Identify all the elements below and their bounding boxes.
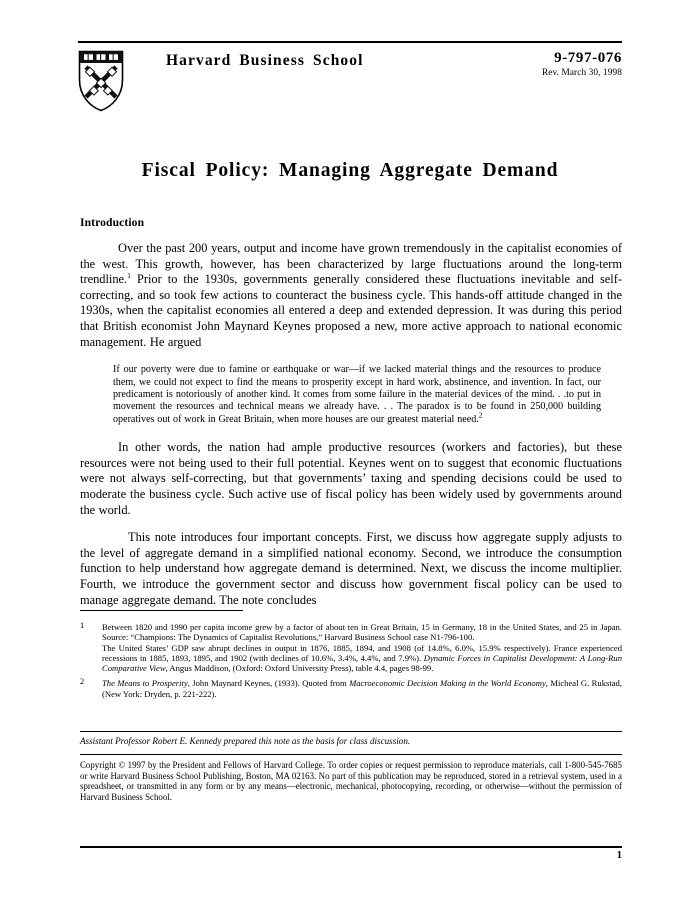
copyright-notice: Copyright © 1997 by the President and Fellows of Harvard College. To order copies or request permission to reproduce materials, call 1-800-545-7685 or write Harvard Business School Publishing, Boston, MA 02163. No part of this publication may be reproduced, stored in a retrieval system, used in a spreadsheet, or transmitted in any form or by any means—electronic, mechanical, photocopying, recording, or otherwise—without the permission of Harvard Business School. xyxy=(80,760,622,802)
footnote-2 xyxy=(80,678,622,699)
blockquote-text: If our poverty were due to famine or earthquake or war—if we lacked material things and the resources to produce them, we could not expect to find the means to prosperity except in hard work, abstinence, and invention. In fact, our predicament is notoriously of another kind. It comes from some failure in the material devices of the mind. . .to put in movement the resources and technical means we already have. . . The paradox is to be found in 250,000 building operatives out of work in Great Britain, when more houses are our greatest material need. xyxy=(113,364,601,425)
footnote-2-citation-title-2: Macroeconomic Decision Making in the World Economy xyxy=(349,678,546,689)
footnotes-section xyxy=(80,622,622,704)
footnote-1-marker: 1 xyxy=(80,621,85,630)
footer-rule xyxy=(80,846,622,848)
case-number: 9-797-076 xyxy=(554,50,622,66)
copyright-top-rule xyxy=(80,754,622,755)
footnote-1-text-part-1: Between 1820 and 1990 per capita income grew by a factor of about ten in Great Britain, 15 in Germany, 18 in the United States, and 25 in Japan. Source: “Champions: The Dynamics of Capitalist Revolutions,” Harvard Business School case N1-796-100. xyxy=(102,622,622,643)
paragraph-3: This note introduces four important concepts. First, we discuss how aggregate supply adjusts to the level of aggregate demand in a simplified national economy. Second, we introduce the consumption function to help understand how aggregate demand is determined. Next, we discuss the income multiplier. Fourth, we introduce the government sector and discuss how government fiscal policy can be used to manage aggregate demand. The note concludes xyxy=(80,530,622,607)
footnote-2-text xyxy=(102,678,622,699)
footnote-ref-1[interactable]: 1 xyxy=(127,271,131,281)
section-heading-introduction: Introduction xyxy=(80,216,145,229)
footnote-2-text-2: , Micheal G. Rukstad, (New York: Dryden, p. 221-222). xyxy=(102,678,623,699)
page-number: 1 xyxy=(616,850,622,861)
harvard-shield-icon xyxy=(78,50,124,112)
footnote-2-citation-title-1: The Means to Prosperity xyxy=(102,678,188,689)
case-revision-date: Rev. March 30, 1998 xyxy=(541,68,622,78)
document-body xyxy=(80,216,622,620)
author-note-top-rule xyxy=(80,731,622,732)
paragraph-1-text-b: Prior to the 1930s, governments generally considered these fluctuations inevitable and self-correcting, and so took few actions to counteract the business cycle. This hands-off attitude changed in the 1930s, when the capitalist economies all entered a deep and extended depression. It was during this period that British economist John Maynard Keynes proposed a new, more active approach to national economic management. He argued xyxy=(80,272,622,349)
footnote-2-text-1: , John Maynard Keynes, (1933). Quoted from xyxy=(187,678,350,689)
blockquote-keynes xyxy=(113,364,601,426)
footnote-1-text-part-2a: The United States’ GDP saw abrupt declines in output in 1876, 1885, 1894, and 1908 (of 14.8%, 6.0%, 15.9% respectively). France experienced recessions in 1885, 1893, 1895, and 1902 (with declines of 10.6%, 3.4%, 4.4%, and 7.9%). xyxy=(102,642,622,663)
document-header xyxy=(78,48,622,118)
paragraph-1-text-a: Over the past 200 years, output and income have grown tremendously in the capitalist economies of the west. This growth, however, has been characterized by large fluctuations around the long-term trendline. xyxy=(80,241,622,287)
footnote-1 xyxy=(80,622,622,673)
footnote-1-citation-title: Dynamic Forces in Capitalist Development: A Long-Run Comparative View xyxy=(102,652,622,674)
header-rule xyxy=(78,41,622,43)
page-title: Fiscal Policy: Managing Aggregate Demand xyxy=(141,160,559,181)
footnote-2-marker: 2 xyxy=(80,677,85,687)
paragraph-2: In other words, the nation had ample productive resources (workers and factories), but these resources were not being used to their full potential. Keynes went on to suggest that economic fluctuations were not always self-correcting, but that governments’ taxing and spending decisions could be used to moderate the business cycle. Such active use of fiscal policy has been widely used by governments around the world. xyxy=(80,440,622,517)
paragraph-1 xyxy=(80,241,622,350)
author-note: Assistant Professor Robert E. Kennedy prepared this note as the basis for class discussion. xyxy=(80,736,411,746)
footnote-1-text-part-2c: , Angus Maddison, (Oxford: Oxford University Press), table 4.4, pages 98-99. xyxy=(165,663,434,674)
footnote-separator-rule xyxy=(80,610,243,611)
footnote-1-text-part-2 xyxy=(102,643,622,674)
school-name: Harvard Business School xyxy=(166,52,364,69)
footnote-ref-2[interactable]: 2 xyxy=(478,410,483,420)
case-identifier-block xyxy=(542,50,622,78)
